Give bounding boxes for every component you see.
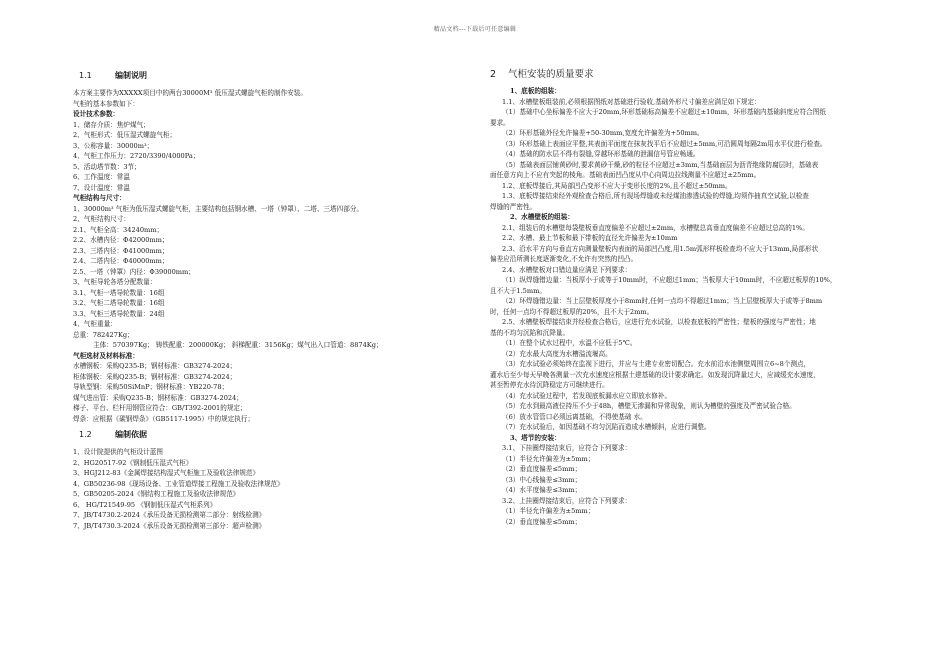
structure-line: 2.4、二塔内径：Φ40000mm； [73, 257, 169, 265]
basis-line: 3、HGJ212-83《金属焊接结构湿式气柜施工及验收法律规范》 [73, 469, 260, 477]
subsection-title: 3、塔节的安装： [510, 433, 561, 442]
tech-param-line: 6、工作温度：常温 [73, 173, 130, 181]
subsection-title: 2、水槽壁板的组装： [510, 213, 574, 221]
material-line: 柜体钢板：采购Q235-B；钢材标准：GB3274-2024； [73, 372, 237, 381]
material-line: 梯子、平台、栏杆用钢管应符合：GB/T392-2001的规定； [73, 404, 247, 412]
tech-params-title: 设计技术参数： [73, 110, 120, 118]
section-number: 1.2 [79, 430, 92, 439]
body-line: 1.2、底板焊接后,其局部凹凸变形不应大于变形长度的2%,且不超过±50mm。 [502, 181, 732, 190]
structure-title: 气柜结构与尺寸： [73, 194, 126, 202]
body-line: 焊缝的严密性。 [490, 202, 537, 211]
material-line: 煤气进出管：采购Q235-B；钢材标准：GB3274-2024； [73, 393, 243, 402]
structure-line: 主体：570397Kg； 铸铁配重：200000Kg； 斜梯配重：3156Kg；煤气出入口管道：8874Kg； [93, 341, 383, 349]
body-line: （3）环形基础上表面应平整,其表面平面度在抹灰找平后不应超过±5mm,可沿圆周每隔2m用水平仪进行检查。 [502, 139, 827, 148]
body-line: 2.3、沿水平方向与垂直方向测量壁板内表面的局部凹凸度,用1.5m弧形样板检查均不应大于13mm,局部形状 [502, 244, 819, 253]
body-line: 偏差应沿所测长度逐渐变化,不允许有突然的凹凸。 [490, 255, 638, 263]
left-column [73, 68, 461, 531]
body-line: 基的不均匀沉陷和沉降量。 [490, 328, 570, 337]
body-line: 3.1、下挂圈焊接结束后，应符合下列要求： [502, 444, 632, 452]
body-line: （1）半径允许偏差为±5mm； [502, 507, 595, 515]
body-line: 2.5、水槽壁板焊接结束并经检查合格后，应进行充水试验，以检查底板的严密性；壁板的强度与严密性；地 [502, 318, 816, 326]
tech-param-line: 5、活动塔节数：3节； [73, 162, 141, 171]
body-line: （3）充水试验必须始终在监视下进行，并应与土建专业密切配合。充水前沿水池侧壁周围立6~8个测点， [502, 360, 811, 368]
section-title-2 [490, 68, 910, 82]
structure-line: 3.3、气柜三塔导轮数量：24组 [73, 309, 165, 318]
structure-line: 2.5、一塔（钟罩）内径：Φ39000mm； [73, 267, 195, 276]
tech-param-line: 1、储存介质：焦炉煤气； [73, 120, 150, 129]
tech-param-line: 2、气柜形式：低压湿式螺旋气柜； [73, 131, 177, 139]
section-number: 1.1 [79, 71, 92, 80]
section-title-text: 气柜安装的质量要求 [508, 69, 594, 80]
body-line: 面任意方向上不应有突起的棱角。基础表面凹凸度从中心向周边拉线测量不应超过±25mm。 [490, 171, 761, 179]
structure-line: 3、气柜导轮各塔分配数量： [73, 278, 157, 286]
structure-line: 2、气柜结构尺寸： [73, 215, 130, 223]
basis-line: 7、JB/T4730.3-2024《承压设备无损检测第三部分：超声检测》 [73, 521, 266, 530]
basis-line: 4、GB50236-98《现场设备、工业管道焊接工程施工及验收法律规范》 [73, 479, 284, 488]
body-line: 灌水后至少每天早晚各测量一次充水速度应根据土建基础的设计要求确定。如发现沉降量过大，应减缓充水速度， [490, 370, 820, 379]
body-line: （4）充水试验过程中，若发现底板漏水应立即放水修补。 [502, 391, 672, 400]
body-line: （1）纵焊缝错边量：当板厚小于或等于10mm时，不应超过1mm；当板厚大于10mm时，不应超过板厚的10%， [502, 276, 837, 284]
body-line: （1）基础中心坐标偏差不应大于20mm,环形基础标高偏差不应超过±10mm，环形基础内基础斜度应符合图纸 [502, 108, 826, 116]
structure-line: 4、气柜重量： [73, 320, 117, 328]
params-intro: 气柜的基本参数如下： [73, 99, 139, 108]
body-line: 时，任何一点均不得超过板厚的20%，且不大于2mm。 [490, 307, 654, 316]
body-line: （2）环形基础外径允许偏差+50-30mm,宽度允许偏差为+50mm。 [502, 129, 704, 137]
basis-line: 2、HG20517-92《钢制低压湿式气柜》 [73, 458, 193, 467]
basis-line: 1、设计院提供的气柜设计蓝图 [73, 448, 163, 456]
body-line: （1）在整个试水过程中，水温不应低于5℃。 [502, 339, 637, 347]
material-line: 焊条：应根据《碳钢焊条》（GB5117-1995）中的规定执行； [73, 414, 255, 423]
right-column [490, 68, 910, 527]
body-line: （7）充水试验后，如因基础不均匀沉陷而造成水槽倾斜，应进行调整。 [502, 423, 711, 431]
structure-line: 总重：782427Kg； [73, 330, 134, 339]
basis-line: 6、 HG/T21549-95 《钢制低压湿式气柜系列》 [73, 500, 217, 509]
body-line: 3.2、上挂圈焊接结束后，应符合下列要求： [502, 496, 632, 505]
basis-line: 7、JB/T4730.2-2024《承压设备无损检测第二部分：射线检测》 [73, 511, 266, 519]
section-title-1-1 [73, 70, 461, 82]
section-number: 2 [490, 69, 497, 80]
body-line: （5）充水到最高液位持压不少于48h，槽壁无渗漏和异常现象，则认为槽壁的强度及严密试验合格。 [502, 402, 796, 410]
body-line: （4）基础的防水层不得有裂缝,穿越环形基础的泄漏信号管应畅通。 [502, 150, 700, 158]
tech-param-line: 7、设计温度：常温 [73, 183, 130, 192]
body-line: （6）放水管管口必须远离基础，不得使基础 水。 [502, 412, 647, 421]
body-line: 甚至暂停充水待沉降稳定方可继续进行。 [490, 381, 609, 389]
body-line: （4）水平度偏差≤3mm； [502, 486, 582, 494]
body-line: 且不大于1.5mm。 [490, 286, 546, 295]
material-line: 水槽钢板：采购Q235-B；钢材标准：GB3274-2024； [73, 362, 237, 370]
subsection-title: 1、底板的组装： [510, 87, 561, 95]
tech-param-line: 4、气柜工作压力：2720/3390/4000Pa； [73, 152, 200, 160]
body-line: 2.1、组装后的水槽壁每袋壁板垂直度偏差不应超过±2mm，水槽壁总高垂直度偏差不应超过总高的1%。 [502, 223, 809, 232]
body-line: （2）充水最大高度为水槽溢流堰高。 [502, 349, 612, 358]
body-line: （1）半径允许偏差为±5mm； [502, 454, 595, 463]
body-line: （2）环焊缝错边量：当上层壁板厚度小于8mm时,任何一点均不得超过1mm；当上层壁板厚大于或等于8mm [502, 297, 823, 305]
structure-line: 3.2、气柜二塔导轮数量：16组 [73, 299, 165, 307]
body-line: （3）中心线偏差≤3mm； [502, 475, 582, 484]
body-line: 2.2、水槽、最上节板和最下带板的直径允许偏差为±10mm [502, 234, 678, 242]
intro-text: 本方案主要作为XXXXX项目中的两台30000M³ 低压湿式螺旋气柜的制作安装。 [73, 89, 307, 97]
structure-line: 3.1、气柜一塔导轮数量：16组 [73, 288, 165, 297]
structure-line: 2.3、三塔内径：Φ41000mm； [73, 246, 169, 255]
material-line: 导轨型钢：采购50SiMnP；钢材标准：YB220-78； [73, 383, 229, 391]
section-title-text: 编制说明 [115, 71, 147, 80]
body-line: 要求。 [490, 118, 510, 127]
section-title-1-2 [73, 429, 461, 441]
structure-line: 2.1、气柜全高：34240mm； [73, 225, 164, 234]
page-header: 精品文档---下载后可任意编辑 [433, 26, 517, 33]
tech-param-line: 3、公称容量：30000m³； [73, 141, 154, 150]
structure-line: 2.2、水槽内径：Φ42000mm； [73, 236, 169, 244]
body-line: （2）垂直度偏差≤5mm； [502, 465, 582, 473]
body-line: （2）垂直度偏差≤5mm； [502, 517, 582, 526]
body-line: 1.1、水槽壁板组装前,必须根据图纸对基础进行验收,基础外形尺寸偏差应满足如下规定： [502, 97, 761, 106]
body-line: 2.4、水槽壁板对口错边量应满足下列要求： [502, 265, 632, 274]
basis-line: 5、GB50205-2024《钢结构工程施工及验收法律规范》 [73, 490, 240, 498]
structure-line: 1、30000m³ 气柜为低压湿式螺旋气柜，主要结构包括钢水槽、一塔（钟罩）、二塔、三塔四部分。 [73, 204, 364, 213]
materials-title: 气柜选材及材料标准： [73, 351, 139, 360]
body-line: （5）基础表面层铺黄砂时,要求黄砂干燥,砂的粒径不应超过±3mm,当基础面层为沥青绝缘防腐层时，基础表 [502, 160, 819, 169]
section-title-text: 编制依据 [115, 430, 147, 439]
body-line: 1.3、底板焊接结束经外观检查合格后,所有现场焊缝或未经煤油渗透试验的焊缝,均须作抽真空试验,以检查 [502, 192, 809, 200]
